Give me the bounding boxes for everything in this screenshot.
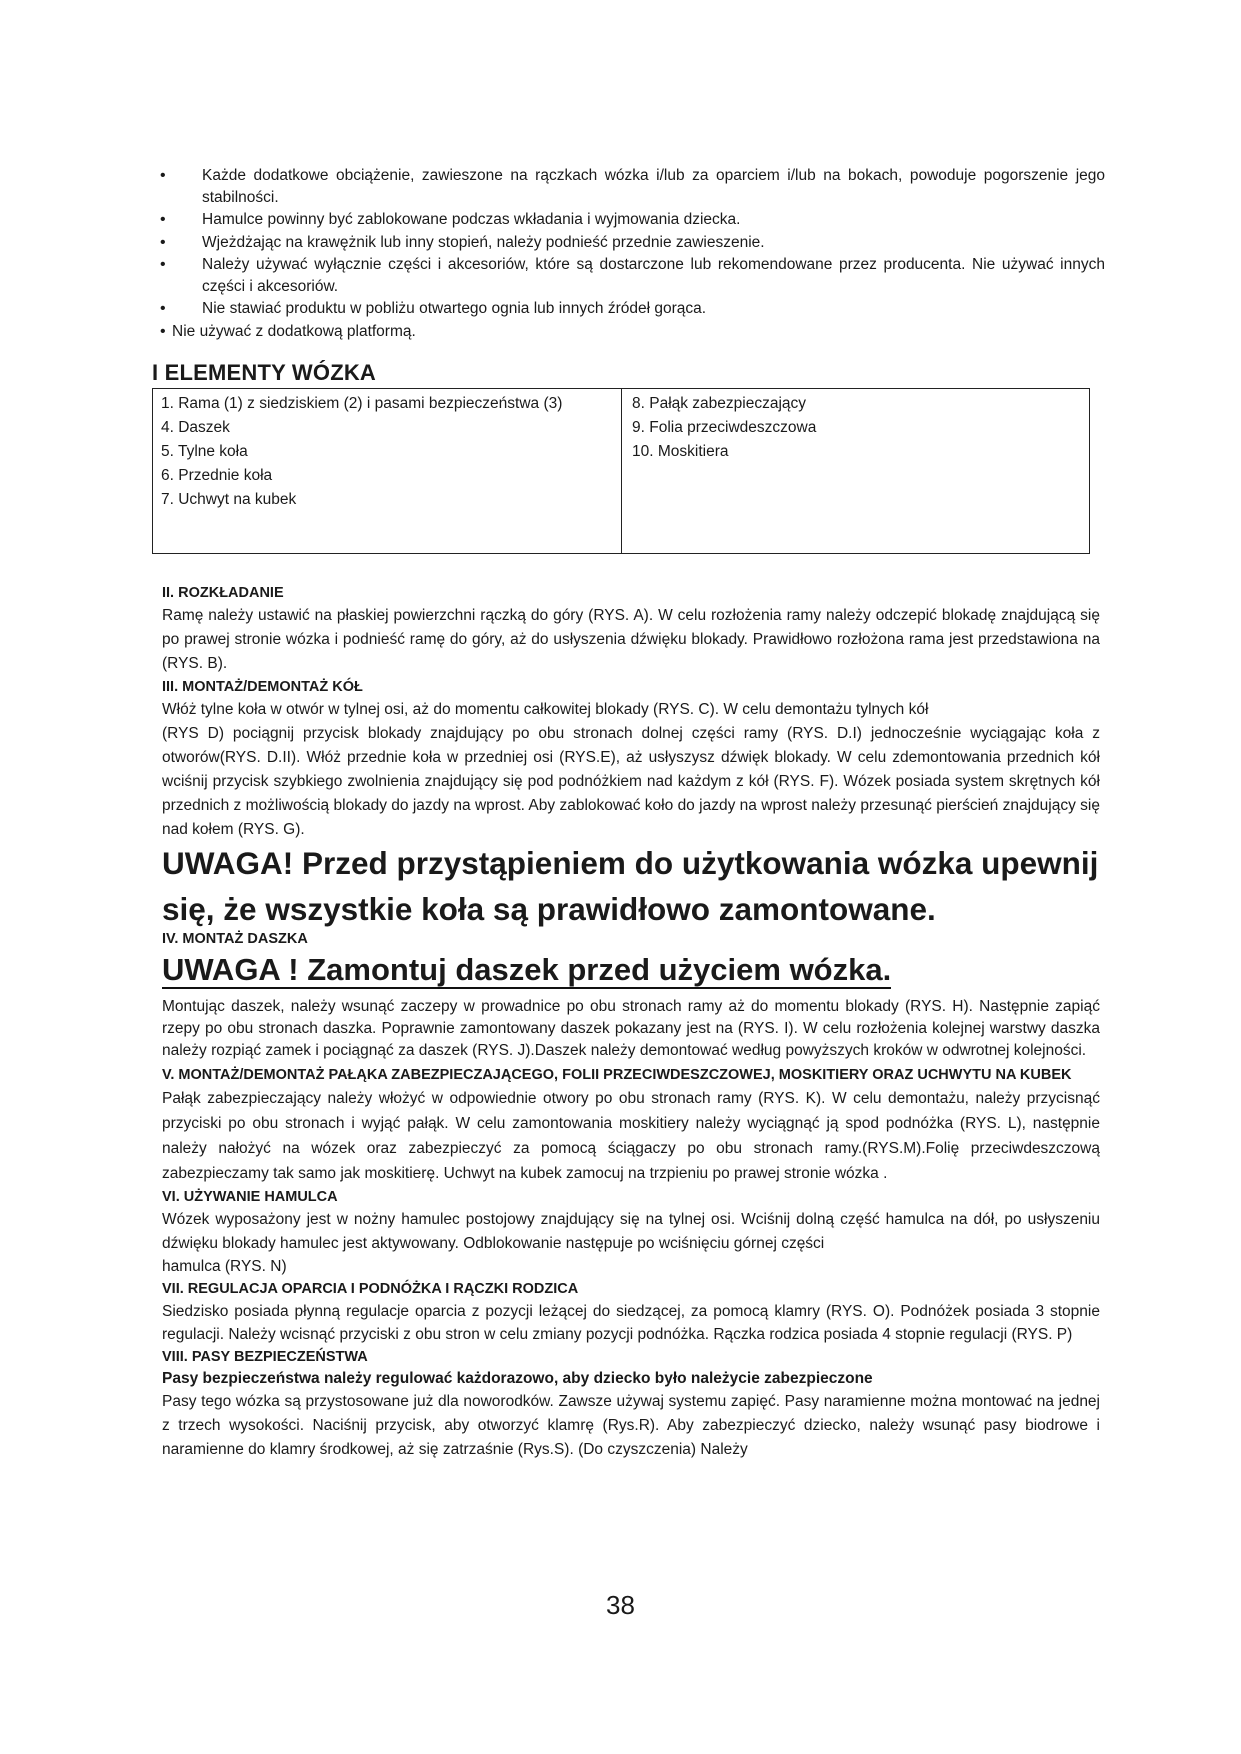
- section-heading: VII. REGULACJA OPARCIA I PODNÓŻKA I RĄCZKI RODZICA: [162, 1281, 579, 1297]
- table-cell: 5. Tylne koła: [161, 443, 248, 460]
- elements-table: [152, 388, 1090, 554]
- canopy-warning-text: UWAGA ! Zamontuj daszek przed użyciem wózka.: [162, 952, 892, 987]
- section-text: Ramę należy ustawić na płaskiej powierzchni rączką do góry (RYS. A). W celu rozłożenia ramy należy odczepić blokadę znajdującą się po prawej stronie wózka i podnieść ramę do góry, aż do usłyszenia dźwięku blokady. Prawidłowo rozłożona rama jest przedstawiona na (RYS. B).: [162, 607, 1100, 672]
- safety-bullet-list: [160, 165, 1105, 343]
- canopy-warning: [162, 950, 891, 990]
- section-text: hamulca (RYS. N): [162, 1258, 287, 1275]
- section-heading: IV. MONTAŻ DASZKA: [162, 931, 308, 947]
- elements-heading: I ELEMENTY WÓZKA: [152, 360, 377, 385]
- section-text: Pasy tego wózka są przystosowane już dla noworodków. Zawsze używaj systemu zapięć. Pasy naramienne można montować na jednej z trzech wysokości. Naciśnij przycisk, aby otworzyć klamrę (Rys.R). Aby zabezpieczyć dziecko, należy wsunąć pasy biodrowe i naramienne do klamry środkowej, aż się zatrzaśnie (Rys.S). (Do czyszczenia) Należy: [162, 1393, 1100, 1458]
- bullet-item: • Nie stawiać produktu w pobliżu otwartego ognia lub innych źródeł gorąca.: [160, 298, 1105, 320]
- section-text: Wózek wyposażony jest w nożny hamulec postojowy znajdujący się na tylnej osi. Wciśnij dolną część hamulca na dół, po usłyszeniu dźwięku blokady hamulec jest aktywowany. Odblokowanie następuje po wciśnięciu górnej części: [162, 1211, 1100, 1252]
- section-heading: III. MONTAŻ/DEMONTAŻ KÓŁ: [162, 679, 363, 695]
- section-text: Pałąk zabezpieczający należy włożyć w odpowiednie otwory po obu stronach ramy (RYS. K). W celu demontażu, należy przycisnąć przyciski po obu stronach i wyjąć pałąk. W celu zamontowania moskitiery należy wyciągnąć ją spod podnóżka (RYS. L), następnie należy nałożyć na wózek oraz zabezpieczyć za pomocą ściągaczy po obu stronach ramy.(RYS.M).Folię przeciwdeszczową zabezpieczamy tak samo jak moskitierę. Uchwyt na kubek zamocuj na trzpieniu po prawej stronie wózka .: [162, 1090, 1100, 1182]
- table-cell: 1. Rama (1) z siedziskiem (2) i pasami bezpieczeństwa (3): [161, 395, 563, 412]
- table-cell: 9. Folia przeciwdeszczowa: [632, 419, 817, 436]
- table-cell: 7. Uchwyt na kubek: [161, 491, 297, 508]
- wheels-warning: UWAGA! Przed przystąpieniem do użytkowania wózka upewnij się, że wszystkie koła są prawidłowo zamontowane.: [162, 845, 1099, 927]
- section-text: Montując daszek, należy wsunąć zaczepy w prowadnice po obu stronach ramy aż do momentu blokady (RYS. H). Następnie zapiąć rzepy po obu stronach daszka. Poprawnie zamontowany daszek pokazany jest na (RYS. I). W celu rozłożenia kolejnej warstwy daszka należy rozpiąć zamek i pociągnąć za daszek (RYS. J).Daszek należy demontować według powyższych kroków w odwrotnej kolejności.: [162, 998, 1100, 1059]
- section-text: Siedzisko posiada płynną regulacje oparcia z pozycji leżącej do siedzącej, za pomocą klamry (RYS. O). Podnóżek posiada 3 stopnie regulacji. Należy wcisnąć przyciski z obu stron w celu zmiany pozycji podnóżka. Rączka rodzica posiada 4 stopnie regulacji (RYS. P): [162, 1303, 1100, 1343]
- section-canopy: [162, 996, 1100, 1462]
- section-heading: V. MONTAŻ/DEMONTAŻ PAŁĄKA ZABEZPIECZAJĄCEGO, FOLII PRZECIWDESZCZOWEJ, MOSKITIERY ORAZ UCHWYTU NA KUBEK: [162, 1067, 1072, 1083]
- table-cell: 10. Moskitiera: [632, 443, 729, 460]
- table-cell: 4. Daszek: [161, 419, 230, 436]
- table-cell: 6. Przednie koła: [161, 467, 273, 484]
- bullet-item: • Każde dodatkowe obciążenie, zawieszone na rączkach wózka i/lub za oparciem i/lub na bokach, powoduje pogorszenie jego stabilności.: [160, 165, 1105, 208]
- section-heading: VIII. PASY BEZPIECZEŃSTWA: [162, 1349, 368, 1365]
- section-heading: II. ROZKŁADANIE: [162, 585, 284, 601]
- bullet-item: • Hamulce powinny być zablokowane podczas wkładania i wyjmowania dziecka.: [160, 209, 1105, 231]
- bullet-item: • Wjeżdżając na krawężnik lub inny stopień, należy podnieść przednie zawieszenie.: [160, 232, 1105, 254]
- bullet-item: • Należy używać wyłącznie części i akcesoriów, które są dostarczone lub rekomendowane przez producenta. Nie używać innych części i akcesoriów.: [160, 254, 1105, 297]
- elements-table-left-column: [153, 389, 622, 553]
- page-number: 38: [606, 1590, 635, 1620]
- section-unfolding: [162, 582, 1100, 842]
- section-subheading: Pasy bezpieczeństwa należy regulować każdorazowo, aby dziecko było należycie zabezpieczone: [162, 1370, 873, 1387]
- elements-table-right-column: [622, 389, 1089, 553]
- table-cell: 8. Pałąk zabezpieczający: [632, 395, 807, 412]
- section-text: Włóż tylne koła w otwór w tylnej osi, aż do momentu całkowitej blokady (RYS. C). W celu demontażu tylnych kół: [162, 701, 929, 718]
- section-canopy-heading: [162, 928, 1100, 950]
- section-heading: VI. UŻYWANIE HAMULCA: [162, 1189, 338, 1205]
- section-text: (RYS D) pociągnij przycisk blokady znajdujący po obu stronach dolnej części ramy (RYS. D.I) jednocześnie wyciągając koła z otworów(RYS. D.II). Włóż przednie koła w przedniej osi (RYS.E), aż usłyszysz dźwięk blokady. W celu zdemontowania przednich kół wciśnij przycisk szybkiego zwolnienia znajdujący się pod podnóżkiem nad każdym z kół (RYS. F). Wózek posiada system skrętnych kół przednich z możliwością blokady do jazdy na wprost. Aby zablokować koło do jazdy na wprost należy przesunąć pierścień znajdujący się nad kołem (RYS. G).: [162, 725, 1100, 838]
- bullet-item: • Nie używać z dodatkową platformą.: [160, 321, 1105, 343]
